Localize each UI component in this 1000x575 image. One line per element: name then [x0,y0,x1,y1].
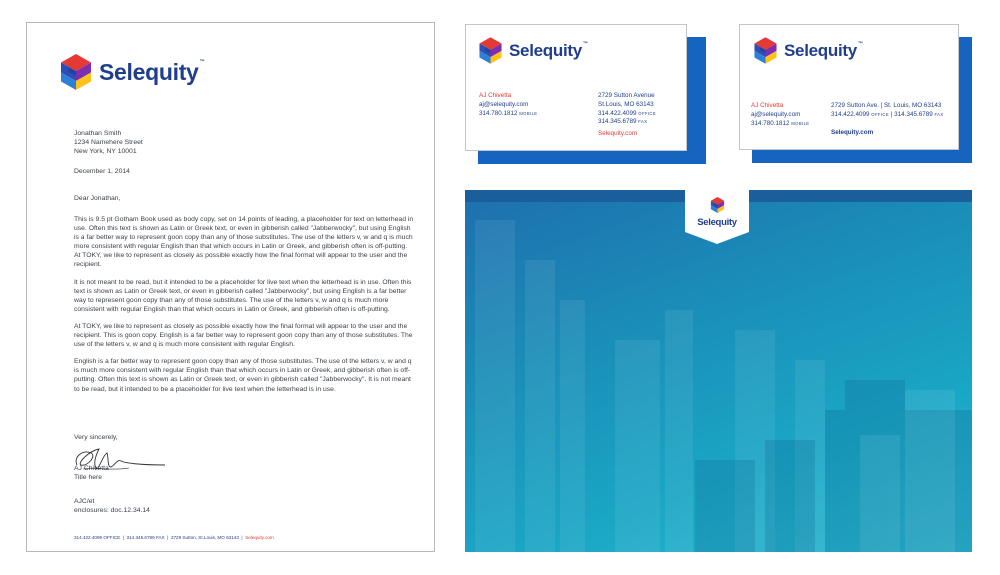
reference-block [74,497,150,515]
recipient-address [74,129,143,156]
card-logo [753,36,863,65]
initials: AJC/et [74,498,95,505]
salutation: Dear Jonathan, [74,195,121,202]
brand-name: Selequity™ [509,40,588,60]
brand-name: Selequity™ [99,58,205,85]
body-paragraph: At TOKY, we like to represent as closely as possible exactly how the final format will appear to the user and the recipient. This is goon copy. English is a far better way to represent goon copy than any of those substitutes. The use of the letters v, w and q is much more consistent with regular English. [74,322,413,349]
body-paragraph: It is not meant to be read, but it intended to be a placeholder for live text when the letterhead is in use. Often this text is shown as Latin or Greek text, or even in gibberish called "Jabberwocky", but using English is a far better way to represent goon copy than any of those substitutes. The use of the letters v, w and q is much more consistent with regular English than that which occurs in Latin or Greek, and gibberish often is off-putting. [74,278,412,313]
letter-date: December 1, 2014 [74,168,130,175]
card-web: Selequity.com [831,128,874,136]
card-contact-left [479,92,538,118]
letter-body [74,215,414,402]
card-city: St.Louis, MO 63143 [598,100,654,108]
presentation-folder [465,190,972,552]
folder-brand-name: Selequity [697,217,737,228]
cube-logo-icon [59,53,93,91]
signer-block [74,464,109,482]
cube-logo-icon [753,36,778,65]
recipient-name: Jonathan Smith [74,130,122,137]
brand-name: Selequity™ [784,40,863,60]
card-contact-right [598,92,656,139]
card-phones: 314.422.4099 OFFICE | 314.345.6789 FAX [831,110,944,118]
card-name: AJ Chivetta [479,92,512,99]
folder-badge-logo [685,190,749,246]
card-email: aj@selequity.com [751,110,801,118]
card-name: AJ Chivetta [751,102,784,109]
letterhead-logo [59,53,204,91]
letterhead [26,22,435,552]
recipient-city: New York, NY 10001 [74,148,137,156]
signer-name: AJ Chivetta [74,465,109,472]
card-web: Selequity.com [598,130,638,138]
cube-logo-icon [710,196,725,214]
card-contact-right [831,102,944,137]
enclosures: enclosures: doc.12.34.14 [74,507,150,515]
body-paragraph: English is a far better way to represent goon copy than any of those substitutes. The use of the letters v, w and q is much more consistent with regular English than that which occurs in Latin or Greek, and gibberish often is off-putting. Often this text is shown as Latin or Greek text, or even in gibberish called "Jabberwocky". It is not meant to be read, but it intended to be a placeholder for live text when the letterhead is in use. [74,358,412,393]
card-street: 2729 Sutton Avenue [598,92,655,99]
business-card-front [465,24,687,151]
card-address: 2729 Sutton Ave. | St. Louis, MO 63143 [831,102,942,109]
recipient-street: 1234 Namehere Street [74,139,143,147]
card-office: 314.422.4099 OFFICE [598,109,657,117]
folder-logo [685,196,749,228]
card-email: aj@selequity.com [479,100,529,108]
card-contact-left [751,102,810,128]
body-paragraph: This is 9.5 pt Gotham Book used as body copy, set on 14 points of leading, a placeholder for text on letterhead in use. Often this text is shown as Latin or Greek text, or even in gibberish called "Jabberwocky", but using English is a far better way to represent goon copy than any of those substitutes. The use of the letters v, w and q is much more consistent with regular English than that which occurs in Latin or Greek, and gibberish often is off-putting. At TOKY, we like to represent as closely as possible exactly how the final format will appear to the user and the recipient. [74,216,414,269]
cube-logo-icon [478,36,503,65]
card-mobile: 314.780.1812 MOBILE [751,119,810,127]
card-logo [478,36,588,65]
signer-title: Title here [74,474,103,482]
card-mobile: 314.780.1812 MOBILE [479,109,538,117]
business-card-alt [739,24,959,150]
card-fax: 314.345.6789 FAX [598,118,648,126]
closing: Very sincerely, [74,434,118,441]
letter-footer: 314.422.4099 OFFICE | 314.345.6789 FAX | 2729 Sutton, St.Louis, MO 63143 | Selequity.com [74,535,274,540]
